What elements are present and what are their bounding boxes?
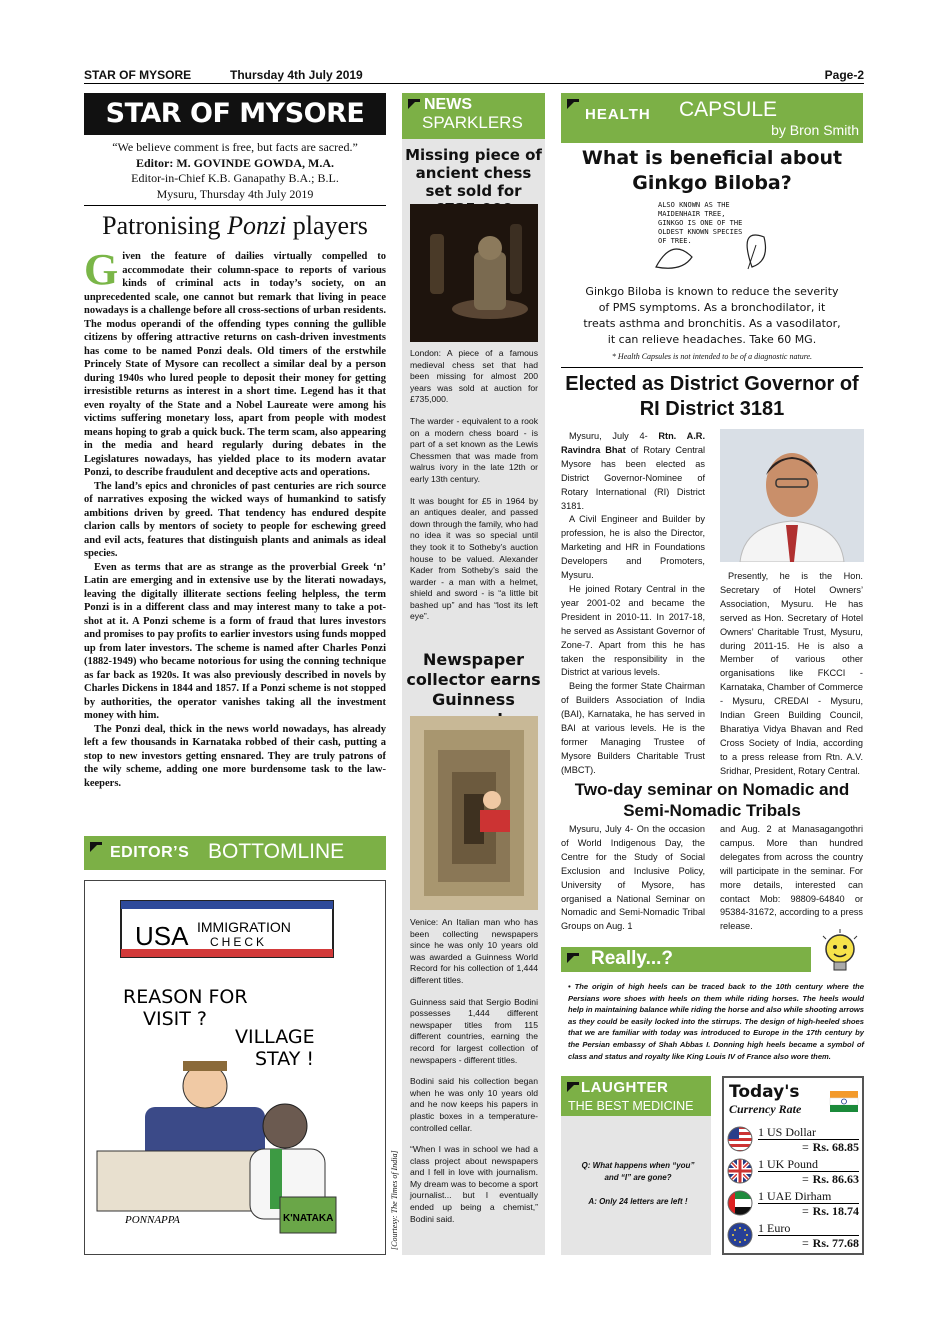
laughter-question: Q: What happens when “you” and “I” are gone? xyxy=(581,1161,695,1182)
editorial-paragraph: The land’s epics and chronicles of past centuries are rich source of narratives exposing the wicked ways of humankind to satisfy ambitions driven by greed. That tendency has endured despite clarion calls by mentors of society to people for eschewing greed and evil acts, features that distinguish plants and animals as ideal species. xyxy=(84,480,386,559)
laughter-banner xyxy=(561,1076,711,1116)
corner-mark-icon xyxy=(90,842,100,852)
news-sparklers-label-1: NEWS xyxy=(424,96,472,113)
rotary-name: Rtn. A.R. Ravindra Bhat xyxy=(561,431,705,455)
currency-value: Rs. 77.68 xyxy=(812,1236,859,1250)
masthead-editor-in-chief: Editor-in-Chief K.B. Ganapathy B.A.; B.L. xyxy=(131,171,339,185)
masthead-motto: “We believe comment is free, but facts are sacred.” xyxy=(112,140,358,154)
editorial-cartoon xyxy=(84,880,386,1255)
cartoon-sign-check: CHECK xyxy=(210,935,268,949)
currency-row xyxy=(724,1156,862,1188)
rotary-paragraph: He joined Rotary Central in the year 2001-02 and became the President in 2010-11. In 2017-18, he served as Assistant Governor of Zone-7. Apart from this he has taken the responsibility in the District at various levels. xyxy=(561,583,705,678)
lightbulb-icon xyxy=(815,928,865,978)
portrait-image xyxy=(720,429,864,562)
corner-mark-icon xyxy=(567,953,577,963)
rotary-body-right: Presently, he is the Hon. Secretary of Hotel Owners’ Association, Mysuru. He has served as Hon. Secretary of Hotel Owners’ Charitable Trust, Mysuru, during 2011-15. He is also a Member of various other organisations like FKCCI - Karnataka, Chamber of Commerce - Mysuru, CREDAI - Mysuru, Indian Green Building Council, Bharatiya Vidya Bhavan and Red Cross Society of India, according to a press release from Rtn. A.V. Sridhar, President, Rotary Central. xyxy=(720,571,863,776)
really-banner xyxy=(561,947,811,972)
masthead-editor: Editor: M. GOVINDE GOWDA, M.A. xyxy=(136,155,334,170)
rotary-paragraph: of Rotary Central Mysore has been elected as District Governor-Nominee of Rotary International (RI) District 3181. xyxy=(561,444,705,511)
cartoon-signature: PONNAPPA xyxy=(125,1214,180,1226)
story-title-chess: Missing piece of ancient chess set sold for xyxy=(405,146,542,200)
cartoon-credit-text: [Courtesy: The Times of India] xyxy=(390,1150,399,1250)
corner-mark-icon xyxy=(408,99,418,109)
currency-row xyxy=(724,1124,862,1156)
cartoon-sign-immigration: IMMIGRATION xyxy=(197,919,291,935)
health-question: What is beneficial about Ginkgo Biloba? xyxy=(581,147,843,194)
masthead-place-date: Mysuru, Thursday 4th July 2019 xyxy=(156,186,314,201)
currency-subtitle: Currency Rate xyxy=(729,1102,802,1116)
currency-equals: = xyxy=(802,1172,809,1186)
rotary-headline: Elected as District Governor of RI District 3181 xyxy=(565,373,859,420)
story-paragraph: Bodini said his collection began when he was only 10 years old and he now keeps his papers in plastic boxes in a temperature-controlled cellar. xyxy=(410,1076,538,1133)
story-paragraph: “When I was in school we had a class project about newspapers and I fell in love with journalism. My dream was to become a sport journalist... but I eventually ended up being a chemist,” Bodini said. xyxy=(410,1144,538,1224)
story-paragraph: Venice: An Italian man who has been collecting newspapers since he was only 10 years old was awarded a Guinness World Record for his collection of 1,444 different titles. xyxy=(410,917,538,985)
editorial-dropcap: G xyxy=(84,250,119,294)
currency-name: 1 Euro xyxy=(758,1221,791,1235)
currency-row xyxy=(724,1220,862,1252)
story-body-chess xyxy=(410,348,538,633)
corner-mark-icon xyxy=(567,1082,577,1092)
chess-piece-photo xyxy=(410,204,538,342)
india-flag-icon xyxy=(828,1085,860,1117)
news-sparklers-label-2: SPARKLERS xyxy=(422,113,523,132)
editorial-paragraph: Even as terms that are as strange as the proverbial Greek ‘n’ Latin are emerging and in extensive use by the literati nowadays, leaving the digitally illiterate sections feeling helpless, the term Ponzi is in a different class and may interest many to take a pot-shot at it. A Ponzi scheme is a form of fraud that lures investors and promises to pay profits to earlier investors using funds mopped up from later investors. The scheme is named after Charles Ponzi (1882-1949) who became notorious for using the conning technique as far back as 1920s. It was also previously described in novels by Charles Dickens in 1844 and 1857. If a Ponzi scheme is not stopped by authorities, the operator vanishes taking all the investment money with him. xyxy=(84,561,386,721)
rotary-paragraph: Being the former State Chairman of Builders Association of India (BAI), Karnataka, he has served in BAI at various levels. He is the former Managing Trustee of Mysore Builders Charitable Trust (MBCT). xyxy=(561,681,705,775)
currency-equals: = xyxy=(802,1140,809,1154)
really-label: Really...? xyxy=(591,948,674,969)
health-byline: by Bron Smith xyxy=(771,122,859,138)
seminar-body-left: Mysuru, July 4- On the occasion of World Indigenous Day, the Centre for the Study of Social Exclusion and Inclusive Policy, University of Mysore, has organised a National Seminar on Nomadic and Semi-Nomadic Tribal Groups on Aug. 1 xyxy=(561,824,705,932)
currency-name: 1 US Dollar xyxy=(758,1125,816,1139)
uae-flag-icon xyxy=(727,1190,753,1216)
running-header xyxy=(84,66,864,84)
really-text: • The origin of high heels can be traced back to the 10th century where the Persians wore shoes with heels on them while riding horses. The heels would help in maintaining balance while riding the horse and also while shooting arrows as they could be easily locked into the stirrups. The design of high-heeled shoes that we are familiar with today was introduced to Europe in the 17th century by the Persian embassy of Shah Abbas I. Donning high heels became a symbol of class and status and royalty like King Louis IV of France also wore them. xyxy=(568,982,864,1061)
story-paragraph: The warder - equivalent to a rook on a modern chess board - is part of a set known as the Lewis Chessmen that was made from walrus ivory in the late 12th or early 13th century. xyxy=(410,415,538,484)
currency-value: Rs. 86.63 xyxy=(812,1172,859,1186)
health-disclaimer: * Health Capsules is not intended to be of a diagnostic nature. xyxy=(611,352,813,361)
story-body-newspaper xyxy=(410,917,538,1235)
story-title-newspaper: Newspaper collector earns Guinness xyxy=(406,650,541,709)
rotary-paragraph: A Civil Engineer and Builder by profession, he is also the Director, Marketing and HR in Foundations Developers and Promoters, Mysuru. xyxy=(561,514,705,581)
newspaper-stairwell-image xyxy=(410,716,538,910)
bottomline-label-light: BOTTOMLINE xyxy=(208,840,345,863)
currency-name: 1 UK Pound xyxy=(758,1157,819,1171)
cartoon-sign-usa: USA xyxy=(135,921,189,951)
header-publication: STAR OF MYSORE xyxy=(84,68,192,82)
editorial-title-suffix: players xyxy=(286,211,368,240)
divider xyxy=(561,367,863,368)
seminar-body-right: and Aug. 2 at Manasagangothri campus. More than hundred delegates from across the country will participate in the seminar. For more details, interested can contact Mob: 98809-64840 or 95384-31672, according to a press release. xyxy=(720,824,863,932)
usa-flag-icon xyxy=(727,1126,753,1152)
chess-piece-image xyxy=(410,204,538,342)
masthead-info xyxy=(84,140,386,202)
editorial-paragraph: iven the feature of dailies virtually compelled to accommodate their column-space to reports of various kinds of criminal acts in today’s society, on an unprecedented scale, one cannot but remark that living in peace nowadays is a challenge before all cross-sections of urban residents. The modus operandi of the offending types conning the gullible citizens by offering attractive returns on cash-driven investments has come to be named Ponzi deals. Old timers of the erstwhile Princely State of Mysore can recollect a similar deal by a person during 1940s who lured people to deposit their money for getting irresistible returns as interest in a short time. Legend has it that even royalty of the State and a Nobel Laureate were among his victims suffering monetary loss, apart from people with modest means hoping to grab a quick buck. The term scam, also appearing in the media and heard regularly during debates in the Legislatures nowadays, has yielded place to its modern avatar Ponzi, to describe fraudulent and deceptive acts and operations. xyxy=(84,251,386,478)
header-page-number: Page-2 xyxy=(824,68,864,82)
health-answer: Ginkgo Biloba is known to reduce the severity of PMS symptoms. As a bronchodilator, it treats asthma and bronchitis. As a vasodilator, it can relieve headaches. Take 60 MG. xyxy=(583,285,841,346)
cartoon-speech-2: VILLAGE STAY ! xyxy=(235,1026,315,1070)
currency-equals: = xyxy=(802,1236,809,1250)
laughter-answer: A: Only 24 letters are left ! xyxy=(588,1197,688,1206)
cartoon-speech-1: REASON FOR VISIT ? xyxy=(123,986,248,1030)
editorial-paragraph: The Ponzi deal, thick in the news world nowadays, has already left a few thousands in Karnataka robbed of their cash, putting a stop to new investors getting ensnared. They are truly patrons of the wily scheme, adding one more burdensome task to the law-keepers. xyxy=(84,723,386,789)
cartoon-bag-label: K'NATAKA xyxy=(283,1213,334,1224)
uk-flag-icon xyxy=(727,1158,753,1184)
laughter-label-2: THE BEST MEDICINE xyxy=(568,1099,694,1113)
story-paragraph: Guinness said that Sergio Bodini possesses 1,444 different newspaper titles from 115 different countries, earning the record for largest collection of newspapers - different titles. xyxy=(410,996,538,1065)
cartoon-credit xyxy=(390,1140,402,1250)
ginkgo-sketch-text: ALSO KNOWN AS THE MAIDENHAIR TREE, GINKGO IS ONE OF THE OLDEST KNOWN SPECIES OF TREE. xyxy=(658,201,743,245)
cartoon-drawing xyxy=(85,881,385,1254)
story-paragraph: London: A piece of a famous medieval chess set that had been missing for almost 200 years was sold at auction for £735,000. xyxy=(410,348,538,405)
bottomline-label-bold: EDITOR’S xyxy=(110,844,190,861)
seminar-headline: Two-day seminar on Nomadic and Semi-Nomadic Tribals xyxy=(574,780,850,820)
currency-title: Today's xyxy=(729,1082,800,1102)
health-capsule-banner xyxy=(561,93,863,143)
masthead-title: STAR OF MYSORE xyxy=(84,93,386,135)
laughter-label-1: LAUGHTER xyxy=(581,1079,669,1096)
currency-row xyxy=(724,1188,862,1220)
currency-value: Rs. 18.74 xyxy=(812,1204,859,1218)
editorial-title xyxy=(84,210,386,242)
editorial-title-italic: Ponzi xyxy=(227,211,287,240)
rotary-body-left xyxy=(561,430,705,778)
story-paragraph: It was bought for £5 in 1964 by an antiques dealer, and passed down through the family, who had no idea it was so special until they took it to Sotheby’s auction house to be valued. Alexander Kader from Sotheby’s said the warder - a man with a helmet, shield and sword - is “a little bit bashed up” and has “lost its left eye”. xyxy=(410,495,538,622)
news-sparklers-banner xyxy=(402,93,545,139)
editorial-title-prefix: Patronising xyxy=(102,211,228,240)
divider xyxy=(84,205,386,206)
newspaper-collector-photo xyxy=(410,716,538,910)
editorial-body xyxy=(84,250,386,830)
corner-mark-icon xyxy=(567,99,577,109)
currency-value: Rs. 68.85 xyxy=(812,1140,859,1154)
currency-equals: = xyxy=(802,1204,809,1218)
health-label-2: CAPSULE xyxy=(679,98,778,121)
currency-name: 1 UAE Dirham xyxy=(758,1189,832,1203)
rotary-dateline: Mysuru, July 4- xyxy=(569,431,659,441)
rotary-portrait-photo xyxy=(720,429,864,562)
ginkgo-sketch xyxy=(652,197,772,275)
eu-flag-icon xyxy=(727,1222,753,1248)
health-label-1: HEALTH xyxy=(585,106,651,123)
bottomline-banner xyxy=(84,836,386,870)
header-date: Thursday 4th July 2019 xyxy=(230,68,363,82)
